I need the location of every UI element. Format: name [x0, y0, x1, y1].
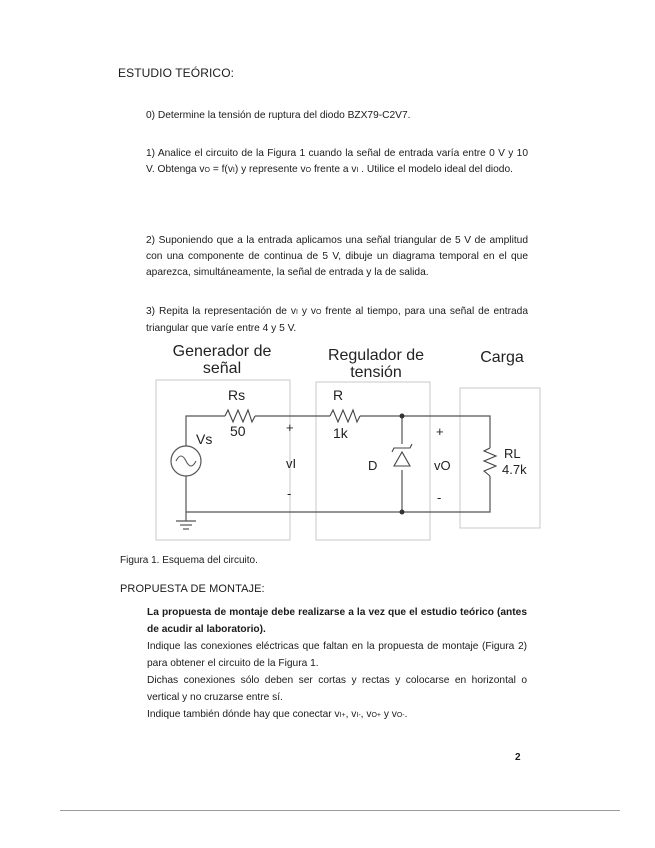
- subscript: I: [232, 167, 235, 174]
- separator: y v: [380, 709, 397, 720]
- separator: .: [404, 709, 408, 720]
- heading-propuesta-montaje: PROPUESTA DE MONTAJE:: [120, 583, 265, 595]
- label-generador-line2: señal: [202, 360, 242, 377]
- label-rs-value: 50: [230, 423, 246, 439]
- item-1-part: = f(v: [209, 164, 233, 175]
- subscript: I: [356, 167, 359, 174]
- label-regulador-line1: Regulador de: [327, 347, 425, 364]
- figure-caption: Figura 1. Esquema del circuito.: [120, 555, 258, 566]
- circuit-diagram: [150, 336, 550, 546]
- item-1-part: . Utilice el modelo ideal del diodo.: [358, 164, 513, 175]
- subscript: O: [316, 309, 322, 316]
- montaje-section: [147, 604, 527, 724]
- montaje-bold-text: La propuesta de montaje debe realizarse a la vez que el estudio teórico (antes de acudir al laboratorio).: [147, 607, 527, 635]
- item-1-text: [146, 146, 528, 179]
- item-3: [146, 304, 528, 337]
- label-rl-value: 4.7k: [502, 462, 527, 477]
- label-carga: Carga: [480, 349, 524, 366]
- label-r-value: 1k: [333, 425, 348, 441]
- item-3-text: [146, 304, 528, 337]
- subscript: I: [295, 309, 298, 316]
- label-vo: vO: [434, 458, 451, 473]
- label-vi-plus: +: [286, 420, 294, 435]
- subscript: O: [305, 167, 312, 174]
- ground-icon: [176, 521, 196, 529]
- montaje-line-4-part: Indique también dónde hay que conectar v: [147, 709, 340, 720]
- montaje-line-3: Dichas conexiones sólo deben ser cortas y rectas y colocarse en horizontal o vertical y no cruzarse entre sí.: [147, 675, 527, 703]
- junction-dot: [400, 510, 405, 515]
- label-vo-plus: +: [436, 424, 444, 439]
- label-vs: Vs: [196, 431, 213, 447]
- item-1-part: 1) Analice el circuito de la Figura 1 cuando la señal de entrada varía entre 0 V y 10 V. Obtenga v: [146, 148, 528, 175]
- subscript: O+: [371, 712, 381, 719]
- montaje-line-2: Indique las conexiones eléctricas que faltan en la propuesta de montaje (Figura 2) para obtener el circuito de la Figura 1.: [147, 641, 527, 669]
- subscript: I-: [356, 712, 361, 719]
- item-0-text: 0) Determine la tensión de ruptura del diodo BZX79-C2V7.: [146, 110, 411, 121]
- item-2: [146, 233, 528, 281]
- subscript: I+: [339, 712, 346, 719]
- resistor-r-icon: [330, 410, 360, 422]
- item-1-part: ) y represente v: [234, 164, 306, 175]
- label-vo-minus: -: [437, 490, 442, 505]
- box-carga: [460, 388, 540, 528]
- item-1-part: frente a v: [311, 164, 357, 175]
- label-d: D: [368, 458, 378, 473]
- label-r: R: [333, 387, 344, 403]
- item-3-part: frente al tiempo, para una señal de entrada triangular que varíe entre 4 y 5 V.: [146, 306, 528, 334]
- label-generador-line1: Generador de: [172, 343, 272, 360]
- subscript: O: [204, 167, 210, 174]
- resistor-rs-icon: [225, 410, 255, 422]
- heading-estudio-teorico: ESTUDIO TEÓRICO:: [118, 66, 235, 80]
- resistor-rl-icon: [484, 448, 496, 476]
- subscript: O-: [396, 712, 405, 719]
- label-rl: RL: [504, 446, 521, 461]
- item-3-part: 3) Repita la representación de v: [146, 306, 296, 317]
- montaje-line-4: [147, 706, 527, 724]
- page-number: 2: [515, 752, 521, 763]
- label-vi: vI: [286, 456, 297, 471]
- label-vi-minus: -: [287, 486, 292, 501]
- label-rs: Rs: [228, 387, 246, 403]
- page-bottom-edge: [60, 810, 620, 811]
- separator: , v: [345, 709, 357, 720]
- item-1: [146, 146, 528, 179]
- junction-dot: [400, 414, 405, 419]
- label-regulador-line2: tensión: [350, 364, 402, 381]
- item-2-text: 2) Suponiendo que a la entrada aplicamos una señal triangular de 5 V de amplitud con una componente de continua de 5 V, dibuje un diagrama temporal en el que aparezca, simultáneamente, la señal de entrada y la de salida.: [146, 235, 528, 278]
- item-0: [146, 108, 526, 124]
- separator: , v: [360, 709, 372, 720]
- zener-diode-icon: [392, 444, 412, 466]
- item-3-part: y v: [297, 306, 316, 317]
